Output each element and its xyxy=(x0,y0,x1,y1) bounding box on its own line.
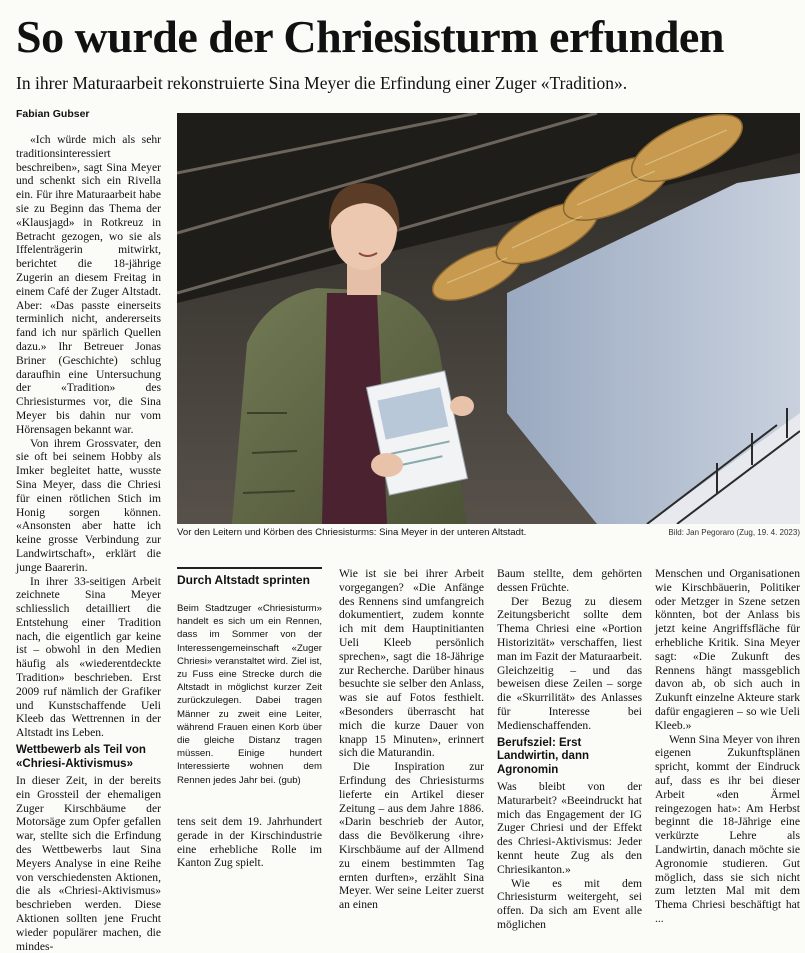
column-2-continuation xyxy=(177,815,322,870)
column-5 xyxy=(655,567,800,926)
info-box-rule xyxy=(177,567,322,569)
column-3 xyxy=(339,567,484,912)
paragraph: Baum stellte, dem gehörten dessen Früchte. xyxy=(497,567,642,594)
paragraph: Wie es mit dem Chriesisturm weitergeht, sei offen. Da sich am Event alle möglichen xyxy=(497,876,642,932)
caption-text: Vor den Leitern und Körben des Chriesisturms: Sina Meyer in der unteren Altstadt. xyxy=(177,527,527,538)
subheading: Berufsziel: Erst Landwirtin, dann Agronomin xyxy=(497,736,589,776)
paragraph: Wie ist sie bei ihrer Arbeit vorgegangen? «Die Anfänge des Rennens sind umfangreich dokumentiert, zudem konnte ich mit dem Hauptinitianten Ueli Kleeb persönlich sprechen», sagt die 18-Jährige zur Recherche. Darüber hinaus besuchte sie selber den Anlass, was sie auf Fotos festhielt. «Besonders überrascht hat mich die kurze Dauer von knapp 15 Minuten», erinnert sich die Maturandin. xyxy=(339,567,484,760)
info-box-title: Durch Altstadt sprinten xyxy=(177,573,310,587)
paragraph: Die Inspiration zur Erfindung des Chriesisturms lieferte ein Artikel dieser Zeitung – aus dem Jahre 1886. «Darin beschrieb der Autor, dass die Bevölkerung ‹ihre› Kirschbäume auf der Allmend zu einem bestimmten Tag ernten durften», erzählt Sina Meyer. Wer seine Leiter zuerst an einen xyxy=(339,760,484,912)
column-1 xyxy=(16,133,161,953)
paragraph: Der Bezug zu diesem Zeitungsbericht sollte dem Thema Chriesi eine «Portion Historizität» verschaffen, liest man im Fazit der Maturaarbeit. Gleichzeitig – und das beweisen diese Zeilen – sorge die «Skurrilität» des Anlasses für Interesse bei Medienschaffenden. xyxy=(497,594,642,732)
paragraph: Menschen und Organisationen wie Kirschbäuerin, Politiker oder Metzger in Szene setzen könnten, bot der Anlass bis jetzt keine Angriffsfläche für erhebliche Kritik. Sina Meyer sagt: «Die Zukunft des Rennens hängt massgeblich davon ab, ob sich auch in Zukunft einzelne Akteure stark dafür engagieren – so wie Ueli Kleeb.» xyxy=(655,567,800,732)
article-photo xyxy=(177,113,800,524)
paragraph: Was bleibt von der Maturarbeit? «Beeindruckt hat mich das Engagement der IG Zuger Chriesi und der Effekt des Chriesi-Aktivismus: Jeder kennt heute Zug als den Chriesikanton.» xyxy=(497,780,642,876)
paragraph: In dieser Zeit, in der bereits ein Grossteil der ehemaligen Zuger Kirschbäume der Motorsäge zum Opfer gefallen war, stellte sich die Erfindung des Wettbewerbs laut Sina Meyers Analyse in eine Reihe von verschiedensten Aktionen, die als «Chriesi-Aktivismus» beschrieben werden. Diese Aktionen sollten jene Frucht wieder populärer machen, die mindes- xyxy=(16,774,161,953)
author-byline: Fabian Gubser xyxy=(16,108,90,120)
photo-credit: Bild: Jan Pegoraro (Zug, 19. 4. 2023) xyxy=(668,528,800,537)
paragraph: Von ihrem Grossvater, den sie oft bei seinem Hobby als Imker begleitet hatte, wusste Sina Meyer, dass die Chriesi für einen rötlichen Stich im Honig sorgen können. «Ansonsten aber hatte ich keine grosse Verbindung zur Landwirtschaft», erklärt die junge Baarerin. xyxy=(16,436,161,574)
paragraph: tens seit dem 19. Jahrhundert gerade in der Kirschindustrie eine erhebliche Rolle im Kanton Zug spielt. xyxy=(177,815,322,870)
subheading: Wettbewerb als Teil von «Chriesi-Aktivismus» xyxy=(16,744,146,770)
paragraph: «Ich würde mich als sehr traditionsinteressiert beschreiben», sagt Sina Meyer und schenkt sich ein Rivella ein. Für ihre Maturaarbeit habe sie zu Beginn das Thema der «Klausjagd» in Rotkreuz in Betracht gezogen, wo sie als Iffelenträgerin mitwirkt, berichtet die 18-jährige Zugerin an diesem Freitag in einem Café der Zuger Altstadt. Aber: «Das passte einerseits terminlich nicht, andererseits fand ich nur spärlich Quellen dazu.» Ihr Betreuer Jonas Briner (Geschichte) schlug daraufhin eine Untersuchung der «Tradition» des Chriesisturmes vor, die Sina Meyer bis dahin nur vom Hörensagen bekannt war. xyxy=(16,133,161,436)
photo-caption xyxy=(177,527,800,539)
info-box-text: Beim Stadtzuger «Chriesisturm» handelt es sich um ein Rennen, dass im Sommer von der Interessengemeinschaft «Zuger Chriesi» veranstaltet wird. Ziel ist, zu Fuss eine Strecke durch die Altstadt in möglichst kurzer Zeit zurückzulegen. Dabei tragen Männer zu zweit eine Leiter, während Frauen einen Korb über die gleiche Distanz tragen müssen. Einige hundert Interessierte wohnen dem Rennen jedes Jahr bei. (gub) xyxy=(177,603,322,786)
column-4 xyxy=(497,567,642,932)
headline: So wurde der Chriesisturm erfunden xyxy=(16,11,724,62)
paragraph: Wenn Sina Meyer von ihren eigenen Zukunftsplänen spricht, kommt der Eindruck auf, dass es ihr bei dieser Arbeit «den Ärmel reingezogen hat»: Am Herbst beginnt die 18-Jährige eine verkürzte Lehre als Landwirtin, danach möchte sie Agronomie studieren. Gut möglich, dass sie sich nicht zum letzten Mal mit dem Thema Chriesi beschäftigt hat ... xyxy=(655,732,800,925)
subtitle: In ihrer Maturaarbeit rekonstruierte Sina Meyer die Erfindung einer Zuger «Tradition». xyxy=(16,73,628,93)
paragraph: In ihrer 33-seitigen Arbeit zeichnete Sina Meyer schliesslich detailliert die Entstehung einer Tradition nach, die eigentlich gar keine ist – obwohl in den Medien häufig als «wiederentdeckte Tradition» beschrieben. Erst 2009 ruf nämlich der Grafiker und Kunstschaffende Ueli Kleeb das Wettrennen in der Altstadt ins Leben. xyxy=(16,574,161,740)
